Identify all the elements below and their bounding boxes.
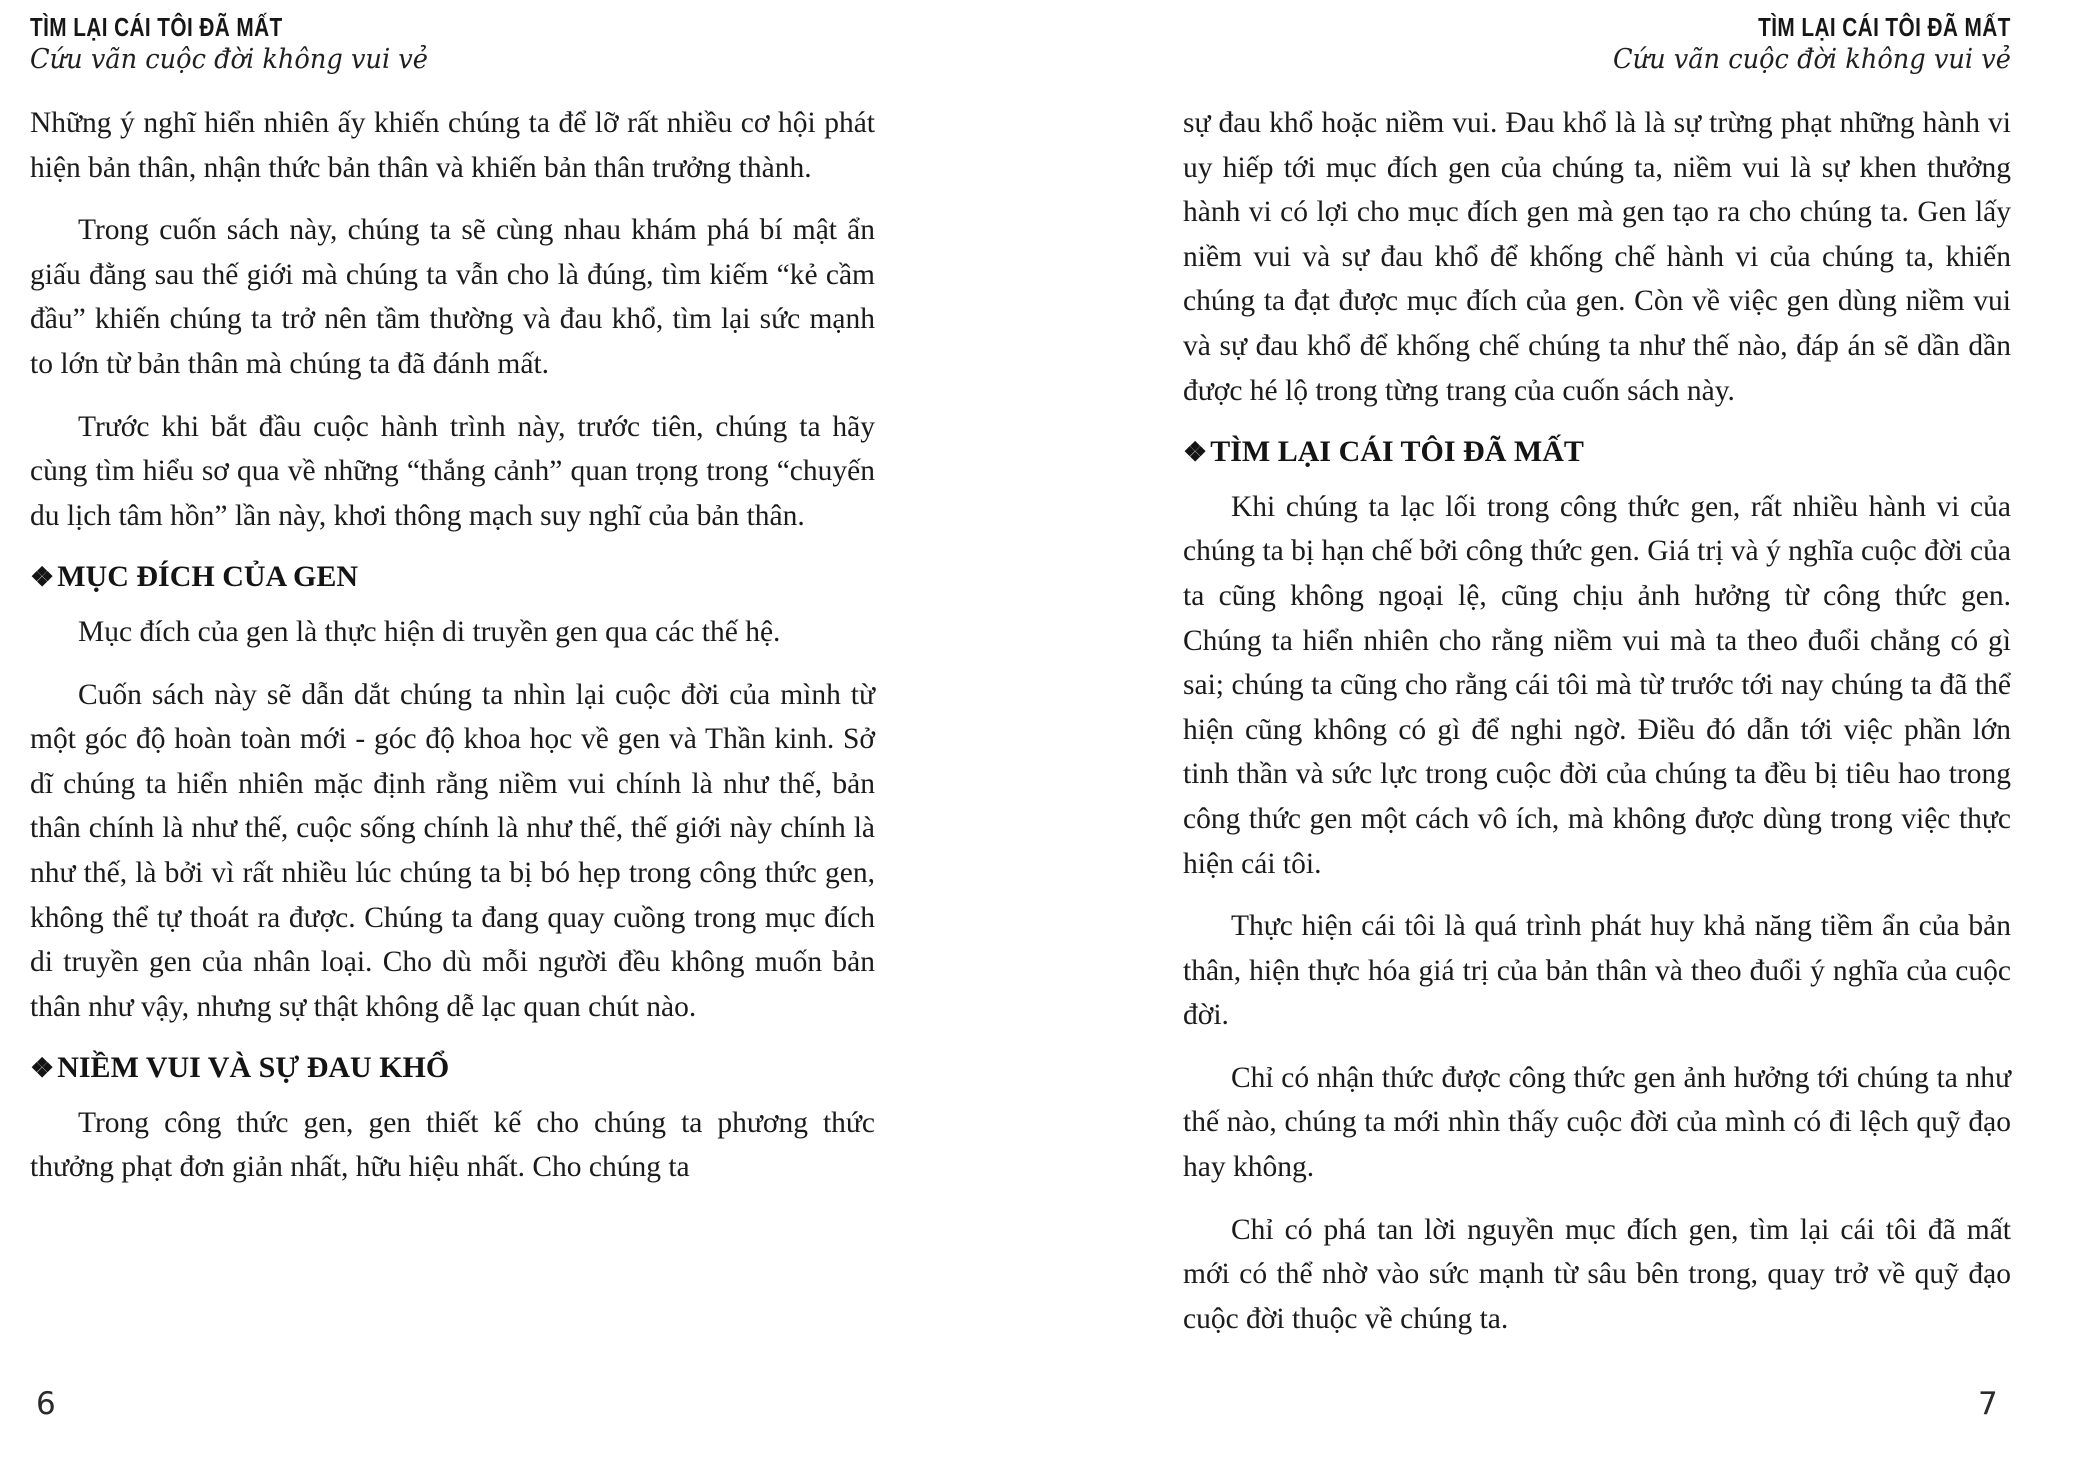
left-page-body [30, 101, 875, 1190]
right-page-number: 7 [1978, 1386, 1998, 1422]
section-heading: ❖ TÌM LẠI CÁI TÔI ĐÃ MẤT [1183, 435, 1584, 469]
diamond-icon: ❖ [1183, 437, 1208, 468]
diamond-icon: ❖ [30, 1053, 55, 1084]
diamond-icon: ❖ [30, 562, 55, 593]
right-running-head [1183, 12, 2011, 75]
running-title: TÌM LẠI CÁI TÔI ĐÃ MẤT [1758, 12, 2011, 42]
paragraph: Trong cuốn sách này, chúng ta sẽ cùng nhau khám phá bí mật ẩn giấu đằng sau thế giới mà chúng ta vẫn cho là đúng, tìm kiếm “kẻ cầm đầu” khiến chúng ta trở nên tầm thường và đau khổ, tìm lại sức mạnh to lớn từ bản thân mà chúng ta đã đánh mất. [30, 214, 875, 380]
paragraph: Cuốn sách này sẽ dẫn dắt chúng ta nhìn lại cuộc đời của mình từ một góc độ hoàn toàn mới - góc độ khoa học về gen và Thần kinh. Sở dĩ chúng ta hiển nhiên mặc định rằng niềm vui chính là như thế, bản thân chính là như thế, cuộc sống chính là như thế, thế giới này chính là như thế, là bởi vì rất nhiều lúc chúng ta bị bó hẹp trong công thức gen, không thể tự thoát ra được. Chúng ta đang quay cuồng trong mục đích di truyền gen của nhân loại. Cho dù mỗi người đều không muốn bản thân như vậy, nhưng sự thật không dễ lạc quan chút nào. [30, 678, 875, 1023]
paragraph: Trong công thức gen, gen thiết kế cho chúng ta phương thức thưởng phạt đơn giản nhất, hữu hiệu nhất. Cho chúng ta [30, 1106, 875, 1184]
paragraph: Những ý nghĩ hiển nhiên ấy khiến chúng ta để lỡ rất nhiều cơ hội phát hiện bản thân, nhận thức bản thân và khiến bản thân trưởng thành. [30, 107, 875, 184]
paragraph: Trước khi bắt đầu cuộc hành trình này, trước tiên, chúng ta hãy cùng tìm hiểu sơ qua về những “thắng cảnh” quan trọng trong “chuyến du lịch tâm hồn” lần này, khơi thông mạch suy nghĩ của bản thân. [30, 410, 875, 532]
running-subtitle: Cứu vãn cuộc đời không vui vẻ [1613, 44, 2011, 75]
right-page [1183, 12, 2011, 1341]
running-subtitle: Cứu vãn cuộc đời không vui vẻ [30, 44, 428, 75]
running-title: TÌM LẠI CÁI TÔI ĐÃ MẤT [30, 12, 283, 42]
section-heading: ❖ NIỀM VUI VÀ SỰ ĐAU KHỔ [30, 1051, 450, 1085]
paragraph: Chỉ có nhận thức được công thức gen ảnh hưởng tới chúng ta như thế nào, chúng ta mới nhìn thấy cuộc đời của mình có đi lệch quỹ đạo hay không. [1183, 1061, 2011, 1184]
left-page [30, 12, 875, 1190]
paragraph: Chỉ có phá tan lời nguyền mục đích gen, tìm lại cái tôi đã mất mới có thể nhờ vào sức mạnh từ sâu bên trong, quay trở về quỹ đạo cuộc đời thuộc về chúng ta. [1183, 1213, 2011, 1335]
left-running-head [30, 12, 875, 75]
paragraph: Thực hiện cái tôi là quá trình phát huy khả năng tiềm ẩn của bản thân, hiện thực hóa giá trị của bản thân và theo đuổi ý nghĩa của cuộc đời. [1183, 910, 2011, 1032]
paragraph: Mục đích của gen là thực hiện di truyền gen qua các thế hệ. [78, 615, 781, 648]
paragraph: sự đau khổ hoặc niềm vui. Đau khổ là là sự trừng phạt những hành vi uy hiếp tới mục đích gen của chúng ta, niềm vui là sự khen thưởng hành vi có lợi cho mục đích gen mà gen tạo ra cho chúng ta. Gen lấy niềm vui và sự đau khổ để khống chế hành vi của chúng ta, khiến chúng ta đạt được mục đích của gen. Còn về việc gen dùng niềm vui và sự đau khổ để khống chế chúng ta như thế nào, đáp án sẽ dần dần được hé lộ trong từng trang của cuốn sách này. [1183, 107, 2011, 407]
left-page-number: 6 [36, 1386, 56, 1422]
section-heading: ❖ MỤC ĐÍCH CỦA GEN [30, 560, 359, 594]
paragraph: Khi chúng ta lạc lối trong công thức gen, rất nhiều hành vi của chúng ta bị hạn chế bởi công thức gen. Giá trị và ý nghĩa cuộc đời của ta cũng không ngoại lệ, cũng chịu ảnh hưởng từ công thức gen. Chúng ta hiển nhiên cho rằng niềm vui mà ta theo đuổi chẳng có gì sai; chúng ta cũng cho rằng cái tôi mà từ trước tới nay chúng ta đã thể hiện cũng không có gì để nghi ngờ. Điều đó dẫn tới việc phần lớn tinh thần và sức lực trong cuộc đời của chúng ta đều bị tiêu hao trong công thức gen một cách vô ích, mà không được dùng trong việc thực hiện cái tôi. [1183, 490, 2011, 880]
right-page-body [1183, 101, 2011, 1341]
